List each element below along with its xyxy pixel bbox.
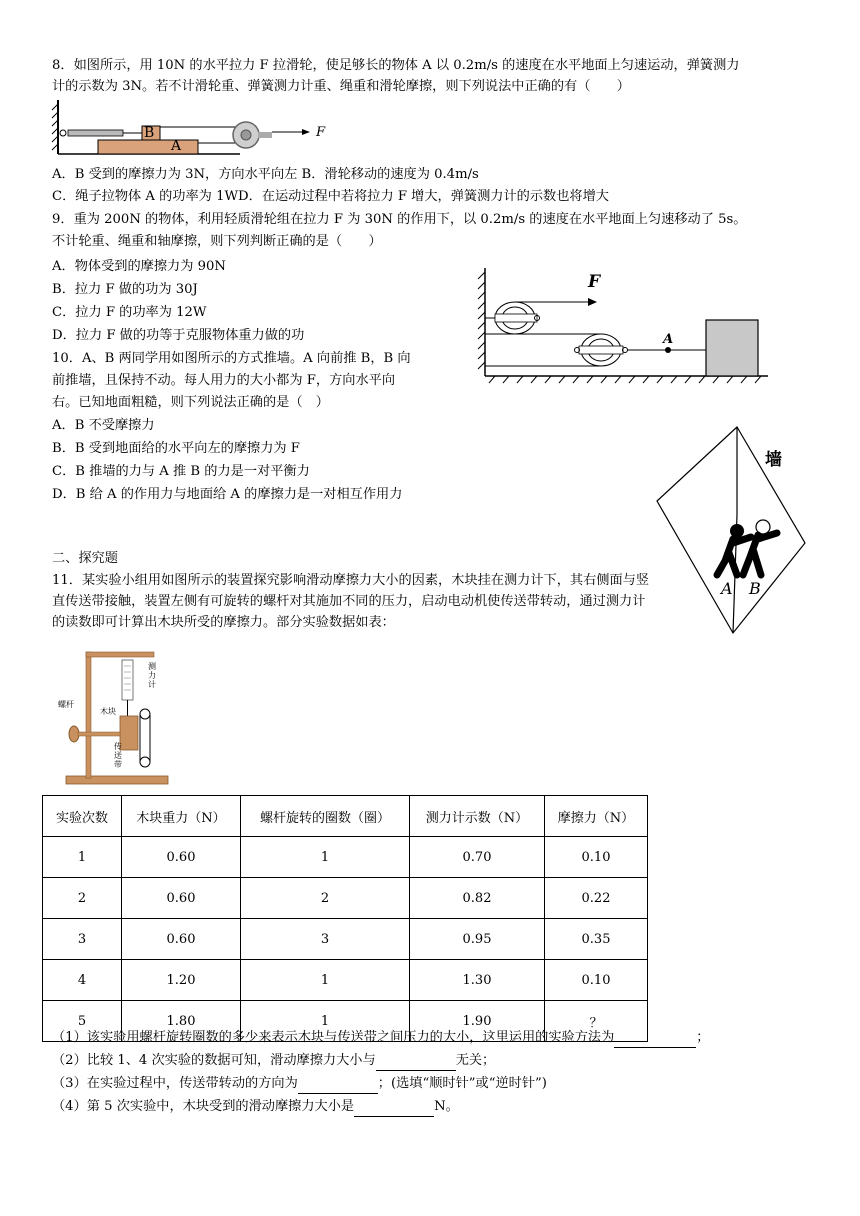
q9-option-c: C．拉力 F 的功率为 12W [52,305,207,320]
q8-fig-label-f: F [316,125,326,140]
table-header-row [43,796,648,837]
table-cell: 0.60 [122,878,241,919]
q9-stem-line1: 9．重为 200N 的物体，利用轻质滑轮组在拉力 F 为 30N 的作用下，以 0.2m/s 的速度在水平地面上匀速移动了 5s。 [52,212,747,227]
table-row [43,919,648,960]
q11-stem: 11．某实验小组用如图所示的装置探究影响滑动摩擦力大小的因素，木块挂在测力计下，其右侧面与竖直传送带接触，装置左侧有可旋转的螺杆对其施加不同的压力，启动电动机使传送带转动，通过测力计的读数即可计算出木块所受的摩擦力。部分实验数据如表： [52,573,650,630]
table-header-cell: 摩擦力（N） [545,796,648,837]
q10-fig-label-wall: 墙 [765,450,782,470]
table-cell: 0.82 [410,878,545,919]
table-cell: 3 [241,919,410,960]
q9-pulley-figure [473,262,773,387]
q9-option-d: D．拉力 F 做的功等于克服物体重力做的功 [52,328,305,343]
answer-blank-2[interactable] [376,1056,456,1071]
table-cell: 3 [43,919,122,960]
table-cell: 1.80 [122,1001,241,1042]
q11-sub4-end: N。 [434,1099,459,1114]
q11-sub2 [52,1050,495,1071]
q8-fig-label-a: A [171,138,182,154]
q8-options-line1: A．B 受到的摩擦力为 3N，方向水平向左 B．滑轮移动的速度为 0.4m/s [52,167,479,182]
q11-fig-label-block: 木块 [100,707,116,716]
q11-sub2-text: （2）比较 1、4 次实验的数据可知，滑动摩擦力大小与 [52,1053,376,1068]
table-cell: 0.35 [545,919,648,960]
q10-option-a: A．B 不受摩擦力 [52,418,155,433]
q8-pulley-figure [50,98,340,160]
table-cell: 0.10 [545,960,648,1001]
table-cell: 4 [43,960,122,1001]
q8-options-line2: C．绳子拉物体 A 的功率为 1WD．在运动过程中若将拉力 F 增大，弹簧测力计的示数也将增大 [52,189,609,204]
table-cell: 2 [43,878,122,919]
answer-blank-1[interactable] [614,1033,696,1048]
q11-fig-label-screw: 螺杆 [58,700,74,709]
q9-option-b: B．拉力 F 做的功为 30J [52,282,198,297]
q10-stem-line1: 10．A、B 两同学用如图所示的方式推墙。A 向前推 B，B 向 [52,351,411,366]
q11-sub4 [52,1096,459,1117]
q10-option-d: D．B 给 A 的作用力与地面给 A 的摩擦力是一对相互作用力 [52,487,403,502]
q10-fig-label-b: B [749,579,761,598]
table-cell: 1 [241,837,410,878]
q11-sub3 [52,1073,547,1094]
q9-fig-label-a: A [663,332,674,347]
answer-blank-4[interactable] [354,1102,434,1117]
table-cell: 1 [241,960,410,1001]
table-cell: 0.95 [410,919,545,960]
q10-option-c: C．B 推墙的力与 A 推 B 的力是一对平衡力 [52,464,310,479]
q9-stem-line2: 不计轮重、绳重和轴摩擦，则下列判断正确的是（ ） [52,234,382,249]
table-row [43,878,648,919]
q11-sub1-end: ； [696,1030,710,1045]
table-cell: 1 [43,837,122,878]
q11-fig-label-belt: 传送带 [114,742,122,769]
table-row [43,960,648,1001]
table-header-cell: 测力计示数（N） [410,796,545,837]
q11-fig-label-meter: 测力计 [148,662,156,689]
table-cell: 0.70 [410,837,545,878]
table-cell: 0.60 [122,919,241,960]
table-cell: 0.10 [545,837,648,878]
answer-blank-3[interactable] [298,1079,378,1094]
section-title: 二、探究题 [52,551,118,566]
table-row [43,837,648,878]
table-header-cell: 实验次数 [43,796,122,837]
table-cell: 5 [43,1001,122,1042]
q11-sub3-end: ；(选填“顺时针”或“逆时针”) [377,1076,547,1091]
q9-fig-label-f: F [588,272,601,292]
q11-sub1-text: （1）该实验用螺杆旋转圈数的多少来表示木块与传送带之间压力的大小，这里运用的实验方法为 [52,1030,615,1045]
q10-stem-line3: 右。已知地面粗糙，则下列说法正确的是（ ） [52,395,329,410]
q10-wall-figure [655,425,810,637]
q11-sub1 [52,1027,709,1048]
table-cell: 0.22 [545,878,648,919]
q11-sub4-text: （4）第 5 次实验中，木块受到的滑动摩擦力大小是 [52,1099,355,1114]
table-cell: 1.90 [410,1001,545,1042]
table-cell: 1.30 [410,960,545,1001]
table-cell: 0.60 [122,837,241,878]
q11-sub2-end: 无关； [455,1053,496,1068]
table-cell: 1.20 [122,960,241,1001]
q11-sub3-text: （3）在实验过程中，传送带转动的方向为 [52,1076,298,1091]
q10-stem-line2: 前推墙，且保持不动。每人用力的大小都为 F，方向水平向 [52,373,396,388]
table-cell: ？ [545,1001,648,1042]
q8-stem-line2: 计的示数为 3N。若不计滑轮重、弹簧测力计重、绳重和滑轮摩擦，则下列说法中正确的有（ ） [52,79,630,94]
q10-fig-label-a: A [721,579,733,598]
q10-option-b: B．B 受到地面给的水平向左的摩擦力为 F [52,441,300,456]
q11-data-table [42,795,648,1042]
table-cell: 1 [241,1001,410,1042]
q9-option-a: A．物体受到的摩擦力为 90N [52,259,226,274]
q8-fig-label-b: B [144,125,155,141]
table-header-cell: 螺杆旋转的圈数（圈） [241,796,410,837]
q8-stem-line1: 8．如图所示，用 10N 的水平拉力 F 拉滑轮，使足够长的物体 A 以 0.2m/s 的速度在水平地面上匀速运动，弹簧测力 [52,58,740,73]
table-cell: 2 [241,878,410,919]
table-header-cell: 木块重力（N） [122,796,241,837]
